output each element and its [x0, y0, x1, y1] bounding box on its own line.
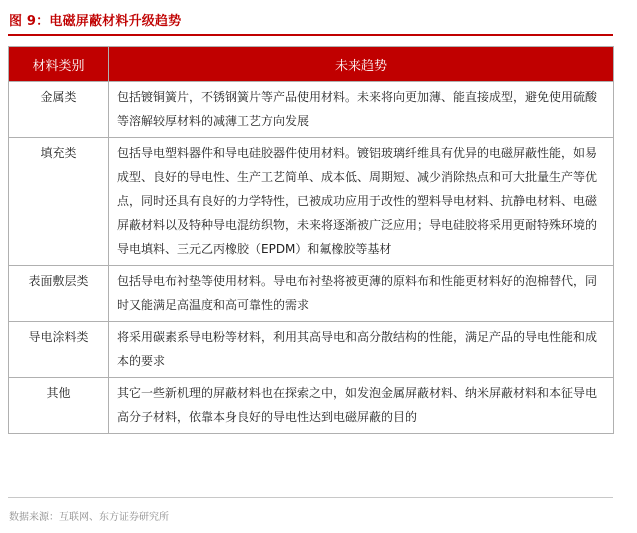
- table-row: [9, 266, 614, 322]
- trend-table: [8, 46, 614, 434]
- row-category: 其他: [9, 378, 109, 434]
- row-trend: 其它一些新机理的屏蔽材料也在探索之中，如发泡金属屏蔽材料、纳米屏蔽材料和本征导电高分子材料，依靠本身良好的导电性达到电磁屏蔽的目的: [109, 378, 614, 434]
- footer-divider: [8, 497, 613, 498]
- row-trend: 包括导电布衬垫等使用材料。导电布衬垫将被更薄的原料布和性能更材料好的泡棉替代，同时又能满足高温度和高可靠性的需求: [109, 266, 614, 322]
- data-source: 数据来源：互联网、东方证券研究所: [9, 512, 169, 523]
- row-category: 填充类: [9, 138, 109, 266]
- caption-divider: [8, 34, 613, 36]
- row-trend: 将采用碳素系导电粉等材料，利用其高导电和高分散结构的性能，满足产品的导电性能和成本的要求: [109, 322, 614, 378]
- row-trend: 包括导电塑料器件和导电硅胶器件使用材料。镀铝玻璃纤维具有优异的电磁屏蔽性能，如易成型、良好的导电性、生产工艺简单、成本低、周期短、减少消除热点和可大批量生产等优点，同时还具有良好的力学特性，已被成功应用于改性的塑料导电材料、抗静电材料、电磁屏蔽材料以及特种导电混纺织物，未来将逐渐被广泛应用；导电硅胶将采用更耐特殊环境的导电填料、三元乙丙橡胶（EPDM）和氟橡胶等基材: [109, 138, 614, 266]
- table-row: [9, 322, 614, 378]
- header-category: 材料类别: [9, 47, 109, 82]
- row-category: 表面敷层类: [9, 266, 109, 322]
- table-row: [9, 378, 614, 434]
- row-category: 金属类: [9, 82, 109, 138]
- table-row: [9, 138, 614, 266]
- table-header-row: [9, 47, 614, 82]
- row-category: 导电涂料类: [9, 322, 109, 378]
- header-trend: 未来趋势: [109, 47, 614, 82]
- row-trend: 包括镀铜簧片，不锈钢簧片等产品使用材料。未来将向更加薄、能直接成型，避免使用硫酸等溶解较厚材料的减薄工艺方向发展: [109, 82, 614, 138]
- table-row: [9, 82, 614, 138]
- figure-caption: 图 9：电磁屏蔽材料升级趋势: [9, 14, 182, 29]
